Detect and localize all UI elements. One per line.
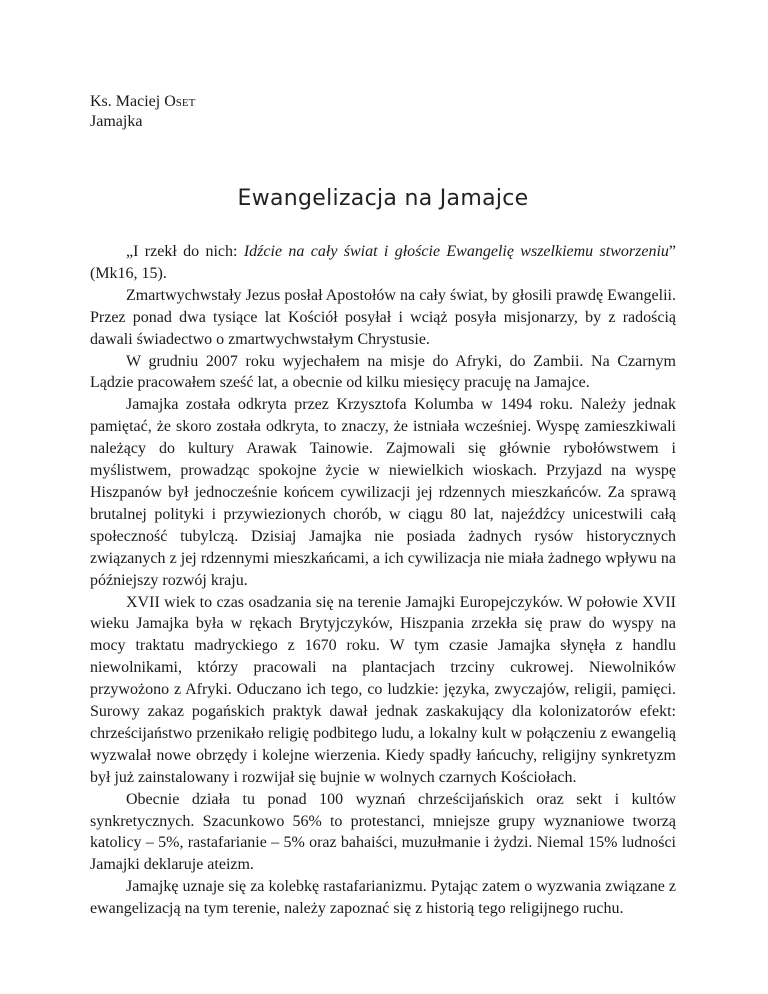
article-body [90, 241, 676, 920]
paragraph: Jamajka została odkryta przez Krzysztofa Kolumba w 1494 roku. Należy jednak pamiętać, że skoro została odkryta, to znaczy, że istniała wcześniej. Wyspę zamieszkiwali należący do kultury Arawak Tainowie. Zajmowali się głównie rybołówstwem i myślistwem, prowadząc spokojne życie w niewielkich wioskach. Przyjazd na wyspę Hiszpanów był jednocześnie końcem cywilizacji jej rdzennych mieszkańców. Za sprawą brutalnej polityki i przywiezionych chorób, w ciągu 80 lat, najeźdźcy unicestwili całą społeczność tubylczą. Dzisiaj Jamajka nie posiada żadnych rysów historycznych związanych z jej rdzennymi mieszkańcami, a ich cywilizacja nie miała żadnego wpływu na późniejszy rozwój kraju. [90, 396, 676, 589]
author-name [90, 92, 676, 112]
document-page [90, 92, 676, 920]
author-block [90, 92, 676, 132]
paragraph: Zmartwychwstały Jezus posłał Apostołów na cały świat, by głosili prawdę Ewangelii. Przez ponad dwa tysiące lat Kościół posyłał i wciąż posyła misjonarzy, by z radością dawali świadectwo o zmartwychwstałym Chrystusie. [90, 286, 676, 348]
paragraph: W grudniu 2007 roku wyjechałem na misje do Afryki, do Zambii. Na Czarnym Lądzie pracowałem sześć lat, a obecnie od kilku miesięcy pracuję na Jamajce. [90, 352, 676, 392]
author-prefix: Ks. Maciej [90, 93, 165, 110]
paragraph: Jamajkę uznaje się za kolebkę rastafarianizmu. Pytając zatem o wyzwania związane z ewangelizacją na tym terenie, należy zapoznać się z historią tego religijnego ruchu. [90, 878, 676, 918]
quote-open: „I rzekł do nich: [126, 243, 244, 260]
paragraph-quote [90, 241, 676, 285]
paragraph: Obecnie działa tu ponad 100 wyznań chrześcijańskich oraz sekt i kultów synkretycznych. Szacunkowo 56% to protestanci, mniejsze grupy wyznaniowe tworzą katolicy – 5%, rastafarianie – 5% oraz bahaiści, muzułmanie i żydzi. Niemal 15% ludności Jamajki deklaruje ateizm. [90, 790, 676, 874]
author-surname: Oset [164, 93, 196, 110]
quote-close: ” (Mk16, 15). [90, 243, 676, 282]
quote-italic: Idźcie na cały świat i głoście Ewangelię wszelkiemu stworzeniu [243, 243, 669, 260]
paragraph: XVII wiek to czas osadzania się na terenie Jamajki Europejczyków. W połowie XVII wieku Jamajka była w rękach Brytyjczyków, Hiszpania zrzekła się praw do wyspy na mocy traktatu madryckiego z 1670 roku. W tym czasie Jamajka słynęła z handlu niewolnikami, którzy pracowali na plantacjach trzciny cukrowej. Niewolników przywożono z Afryki. Oduczano ich tego, co ludzkie: języka, zwyczajów, religii, pamięci. Surowy zakaz pogańskich praktyk dawał jednak zaskakujący dla kolonizatorów efekt: chrześcijaństwo przenikało religię podbitego ludu, a lokalny kult w połączeniu z ewangelią wyzwalał nowe obrzędy i kolejne wierzenia. Kiedy spadły łańcuchy, religijny synkretyzm był już zainstalowany i rozwijał się bujnie w wolnych czarnych Kościołach. [90, 593, 676, 786]
author-location: Jamajka [90, 113, 143, 130]
article-title: Ewangelizacja na Jamajce [237, 186, 529, 211]
